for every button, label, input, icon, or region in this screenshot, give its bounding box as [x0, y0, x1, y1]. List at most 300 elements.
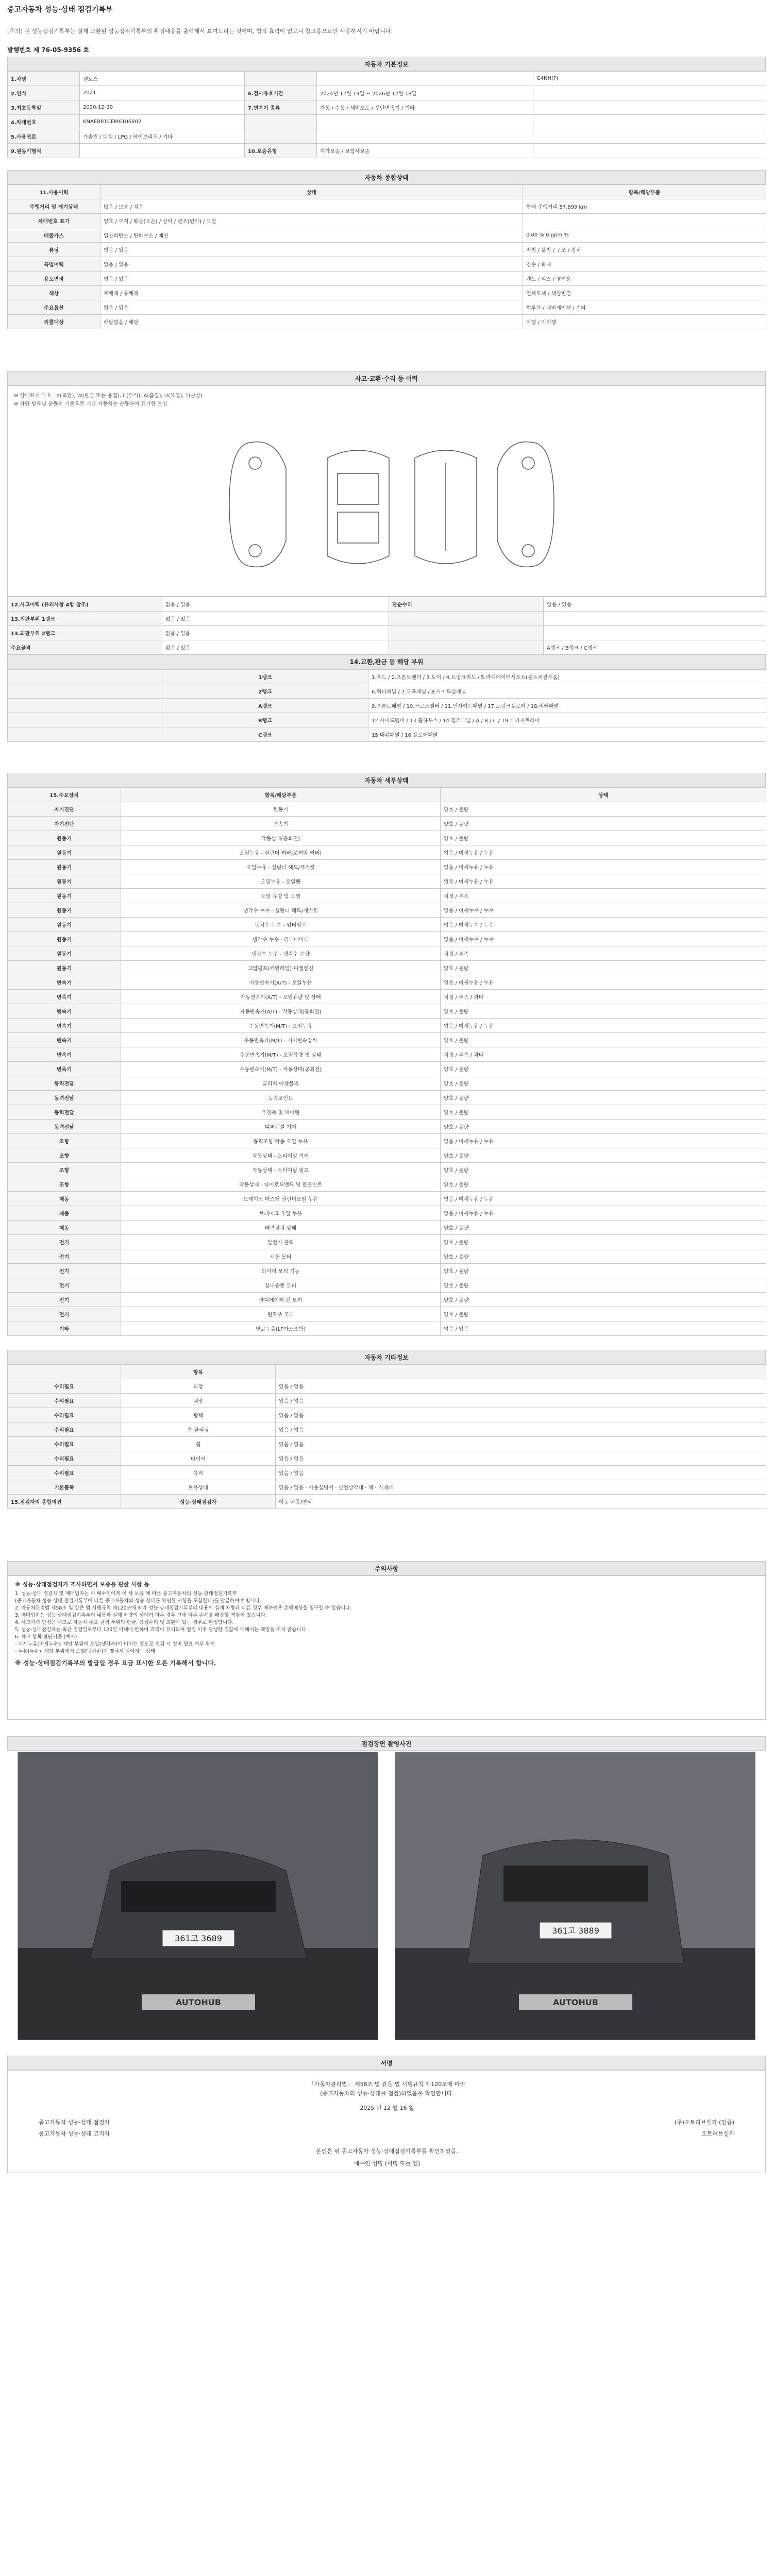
sign-section: [7, 2056, 766, 2070]
state-value: 양호 / 불량: [441, 1004, 766, 1019]
detail-row: [8, 1091, 766, 1105]
parts-items: 12.사이드멤버 / 13.휠하우스 / 14.필러패널 / A / B / C / 19.패키지트레이: [368, 713, 766, 727]
part-label: 작동상태(공회전): [121, 831, 441, 845]
accident-row: [8, 640, 766, 655]
item-state: 있음 / 없음: [276, 1451, 766, 1466]
group-label: 수리필요: [8, 1422, 121, 1437]
state-value: 없음 / 미세누유 / 누유: [441, 975, 766, 990]
basic-info-table: [7, 71, 766, 158]
detail-row: [8, 932, 766, 946]
overall-row: [8, 199, 766, 214]
legend-line: ※ 하단 항목별 순동의 기준으로 기타 자동차는 순동하여 표기한 보임: [14, 401, 167, 407]
caution-line: 4. 사고이력 인정은 사고로 자동차 주요 골격 부위의 판금, 용접수리 및 교환이 있는 경우로 한정합니다.: [15, 1620, 234, 1625]
item-label: [389, 640, 544, 655]
sign-line-2: (중고자동차의 성능·상태를 점검)하였음을 확인합니다.: [320, 2090, 454, 2097]
item-state: [544, 626, 766, 640]
field-value: 가솔린 / 디젤 / LPG / 하이브리드 / 기타: [80, 129, 245, 144]
field-label: 10.보증유형: [245, 144, 317, 158]
other-row: [8, 1451, 766, 1466]
caution-line: - 누유(누수): 해당 부위에서 오일(냉각수)이 맺혀서 떨어지는 상태: [15, 1649, 156, 1654]
state-value: 적정 / 부족: [441, 946, 766, 961]
confirm-text: 본인은 위 중고자동차 성능·상태점검기록부를 확인하였음.: [315, 2148, 458, 2155]
detail-row: [8, 1062, 766, 1076]
part-label: 발전기 출력: [121, 1235, 441, 1249]
field-value: [533, 86, 766, 100]
rank-label: B랭크: [162, 713, 368, 727]
item-extra: 침수 / 화재: [523, 257, 766, 272]
state-value: 적정 / 부족 / 과다: [441, 1047, 766, 1062]
state-value: 없음 / 미세누수 / 누수: [441, 918, 766, 932]
detail-header-row: [8, 788, 766, 802]
detail-row: [8, 1177, 766, 1192]
detail-row: [8, 802, 766, 817]
caution-line: 5. 성능·상태점검자는 최근 점검일로부터 120일 이내에 한하여 효력이 유지되며 점검 이후 발생한 결함에 대해서는 책임을 지지 않습니다.: [15, 1627, 308, 1633]
basic-row: [8, 86, 766, 100]
other-row: [8, 1422, 766, 1437]
detail-section: [7, 773, 766, 1336]
detail-table: [7, 787, 766, 1336]
part-label: 냉각수 누수 - 실린더 헤드/개스킷: [121, 903, 441, 918]
legend-line: ※ 상태표시 부호 : X(교환), W(판금 또는 용접), C(부식), A(흠집), U(요철), T(손상): [14, 393, 203, 399]
item-label: 보유상태: [121, 1480, 276, 1495]
field-label: [245, 129, 317, 144]
part-label: 자동변속기(A/T) - 오일유량 및 상태: [121, 990, 441, 1004]
detail-row: [8, 1221, 766, 1235]
section-title: 점검장면 촬영사진: [7, 1736, 766, 1751]
section-title: 자동차 세부상태: [7, 773, 766, 787]
detail-row: [8, 1163, 766, 1177]
part-label: 고압펌프(커먼레일)-디젤엔진: [121, 961, 441, 975]
item-state: 많음 / 보통 / 적음: [100, 199, 523, 214]
field-value: [317, 115, 533, 129]
parts-row: [8, 713, 766, 727]
opinion-row: [8, 1495, 766, 1509]
parts-items: 15.대쉬패널 / 16.플로어패널: [368, 727, 766, 742]
section-title: 서명: [7, 2056, 766, 2070]
state-value: 없음 / 미세누유 / 누유: [441, 1192, 766, 1206]
item-state: A랭크 / B랭크 / C랭크: [544, 640, 766, 655]
state-value: 양호 / 불량: [441, 1105, 766, 1120]
state-value: 없음 / 미세누유 / 누유: [441, 874, 766, 889]
rear-car-illustration: [395, 1752, 755, 2040]
other-section: [7, 1350, 766, 1509]
device-label: 원동기: [8, 889, 121, 903]
device-label: 전기: [8, 1307, 121, 1321]
inspector-label: 중고자동차 성능·상태 점검자: [39, 2119, 110, 2126]
detail-row: [8, 1120, 766, 1134]
caution-box: [7, 1575, 766, 1720]
car-diagram: [7, 385, 766, 597]
device-label: 변속기: [8, 975, 121, 990]
item-label: [389, 626, 544, 640]
item-state: 없음 / 있음: [100, 243, 523, 257]
detail-row: [8, 1033, 766, 1047]
part-label: 시동 모터: [121, 1249, 441, 1264]
detail-row: [8, 1249, 766, 1264]
other-row: [8, 1379, 766, 1394]
item-label: 타이어: [121, 1451, 276, 1466]
sign-date: 2025 년 12 월 16 일: [360, 2105, 414, 2111]
state-value: 없음 / 미세누수 / 누수: [441, 932, 766, 946]
device-label: 동력전달: [8, 1091, 121, 1105]
detail-row: [8, 1019, 766, 1033]
device-label: 전기: [8, 1235, 121, 1249]
state-value: 없음 / 미세누유 / 누유: [441, 1134, 766, 1148]
group-label: 수리필요: [8, 1451, 121, 1466]
basic-row: [8, 129, 766, 144]
car-outline-svg: [8, 386, 766, 597]
state-value: 양호 / 불량: [441, 1235, 766, 1249]
basic-row: [8, 115, 766, 129]
rear-photo: [395, 1752, 755, 2040]
part-label: 수동변속기(M/T) - 작동상태(공회전): [121, 1062, 441, 1076]
part-label: 수동변속기(M/T) - 오일누유: [121, 1019, 441, 1033]
part-label: 변속기: [121, 817, 441, 831]
field-label: [245, 72, 317, 86]
item-label: 주요골격: [8, 640, 162, 655]
device-label: 원동기: [8, 961, 121, 975]
parts-group: [8, 670, 162, 684]
state-value: 양호 / 불량: [441, 1264, 766, 1278]
detail-row: [8, 817, 766, 831]
device-label: 원동기: [8, 946, 121, 961]
item-label: 리콜대상: [8, 315, 100, 329]
column-header: 상태: [441, 788, 766, 802]
state-value: 없음 / 미세누유 / 누유: [441, 1019, 766, 1033]
item-state: 없음 / 있음: [100, 300, 523, 315]
inspector-value: (주)오토허브셀카 (인증): [674, 2119, 734, 2126]
state-value: 양호 / 불량: [441, 961, 766, 975]
column-header: 상태: [100, 185, 523, 199]
detail-row: [8, 961, 766, 975]
device-label: 전기: [8, 1278, 121, 1293]
state-value: 양호 / 불량: [441, 1221, 766, 1235]
rear-plate-text: 361고 3889: [552, 1926, 599, 1936]
part-label: 오일누유 - 오일팬: [121, 874, 441, 889]
notice-label: 중고자동차 성능·상태 고지자: [39, 2130, 110, 2137]
item-label: 룸 클리닝: [121, 1422, 276, 1437]
caution-line: 2. 자동차관리법 제58조 및 같은 법 시행규칙 제120조에 따라 성능·상태점검기록부의 내용이 실제 차량과 다른 경우 매수인은 손해배상을 청구할 수 있습니다.: [15, 1605, 352, 1611]
item-state: 없음 / 있음: [162, 597, 389, 612]
rank-label: 2랭크: [162, 684, 368, 699]
detail-row: [8, 1047, 766, 1062]
state-value: 없음 / 있음: [441, 1321, 766, 1336]
device-label: 조향: [8, 1134, 121, 1148]
part-label: 연료누출(LP가스포함): [121, 1321, 441, 1336]
detail-row: [8, 903, 766, 918]
detail-row: [8, 874, 766, 889]
item-extra: 적법 / 불법 / 구조 / 장치: [523, 243, 766, 257]
field-label: 7.변속기 종류: [245, 100, 317, 115]
device-label: 제동: [8, 1192, 121, 1206]
part-label: 오일 유량 및 오염: [121, 889, 441, 903]
column-header: 11.사용이력: [8, 185, 100, 199]
opinion-label: 15.점검자의 종합의견: [8, 1495, 121, 1509]
basic-row: [8, 144, 766, 158]
item-label: [389, 612, 544, 626]
item-state: 일산화탄소 / 탄화수소 / 매연: [100, 228, 523, 243]
device-label: 원동기: [8, 874, 121, 889]
detail-row: [8, 845, 766, 860]
detail-row: [8, 1307, 766, 1321]
accident-section: [7, 371, 766, 385]
state-value: 없음 / 미세누유 / 누유: [441, 845, 766, 860]
device-label: 원동기: [8, 845, 121, 860]
overall-row: [8, 214, 766, 228]
field-value: [80, 144, 245, 158]
parts-row: [8, 670, 766, 684]
field-label: 2.연식: [8, 86, 80, 100]
item-state: 있음 / 없음: [276, 1394, 766, 1408]
state-value: 양호 / 불량: [441, 1249, 766, 1264]
item-state: 있음 / 없음: [276, 1408, 766, 1422]
field-value: 자동 / 수동 / 세미오토 / 무단변속기 / 기타: [317, 100, 533, 115]
column-header: 항목/해당부품: [523, 185, 766, 199]
state-value: 양호 / 불량: [441, 1148, 766, 1163]
device-label: 동력전달: [8, 1120, 121, 1134]
field-label: 1.차명: [8, 72, 80, 86]
other-row: [8, 1480, 766, 1495]
column-header: [8, 1365, 121, 1379]
device-label: 원동기: [8, 918, 121, 932]
part-label: 클러치 어셈블리: [121, 1076, 441, 1091]
part-label: 디퍼렌셜 기어: [121, 1120, 441, 1134]
caution-head: ※ 성능·상태점검자가 조사하면서 보증을 관한 사항 등: [15, 1581, 149, 1588]
car-bottom-view: [415, 450, 477, 564]
item-state: 있음 / 없음: [276, 1379, 766, 1394]
parts-group: [8, 699, 162, 713]
detail-row: [8, 975, 766, 990]
item-state: [544, 612, 766, 626]
front-photo: [18, 1752, 378, 2040]
item-state: 해당없음 / 해당: [100, 315, 523, 329]
column-header: 15.주요장치: [8, 788, 121, 802]
state-value: 없음 / 미세누유 / 누유: [441, 1206, 766, 1221]
state-value: 없음 / 미세누수 / 누수: [441, 903, 766, 918]
front-car-illustration: [18, 1752, 378, 2040]
overall-row: [8, 286, 766, 300]
state-value: 양호 / 불량: [441, 1091, 766, 1105]
opinion-sub-label: 성능·상태점검자: [121, 1495, 276, 1509]
detail-row: [8, 1235, 766, 1249]
state-value: 양호 / 불량: [441, 1033, 766, 1047]
field-value: G4NH(?): [533, 72, 766, 86]
certificate-number: 발행번호 제 76-05-9356 호: [7, 46, 89, 54]
overall-row: [8, 272, 766, 286]
column-header: 항목: [121, 1365, 276, 1379]
state-value: 적정 / 부족: [441, 889, 766, 903]
other-row: [8, 1437, 766, 1451]
section-title: 자동차 기타정보: [7, 1350, 766, 1364]
part-label: 원동기: [121, 802, 441, 817]
basic-info-section: [7, 57, 766, 158]
field-value: [533, 129, 766, 144]
device-label: 조향: [8, 1148, 121, 1163]
device-label: 원동기: [8, 831, 121, 845]
device-label: 변속기: [8, 1004, 121, 1019]
caution-foot: ※ 성능·상태점검기록부의 발급일 경우 요금 표시한 오른 기록해서 합니다.: [15, 1659, 216, 1667]
part-label: 동력조향 작동 오일 누유: [121, 1134, 441, 1148]
diagram-legend: [14, 392, 203, 409]
item-state: 있음 / 없음: [276, 1437, 766, 1451]
parts-group: [8, 684, 162, 699]
state-value: 양호 / 불량: [441, 802, 766, 817]
state-value: 양호 / 불량: [441, 1163, 766, 1177]
field-value: 2020-12-30: [80, 100, 245, 115]
parts-title: 14.교환,판금 등 해당 부위: [7, 655, 766, 669]
device-label: 변속기: [8, 1047, 121, 1062]
device-label: 원동기: [8, 860, 121, 874]
item-label: 단순수리: [389, 597, 544, 612]
item-state: 없음 / 있음: [162, 612, 389, 626]
item-label: 특별이력: [8, 257, 100, 272]
basic-row: [8, 100, 766, 115]
part-label: 작동상태 - 타이로드엔드 및 볼조인트: [121, 1177, 441, 1192]
part-label: 라디에이터 팬 모터: [121, 1293, 441, 1307]
caution-lines: [15, 1590, 758, 1655]
detail-row: [8, 1192, 766, 1206]
field-label: 4.차대번호: [8, 115, 80, 129]
doc-title: 중고자동차 성능·상태 점검기록부: [7, 6, 113, 14]
rank-label: C랭크: [162, 727, 368, 742]
part-label: 오일누유 - 실린더 커버(로커암 커버): [121, 845, 441, 860]
detail-row: [8, 990, 766, 1004]
item-state: 없음 / 있음: [100, 257, 523, 272]
section-title: 자동차 기본정보: [7, 57, 766, 71]
detail-row: [8, 1278, 766, 1293]
part-label: 자동변속기(A/T) - 작동상태(공회전): [121, 1004, 441, 1019]
device-label: 전기: [8, 1293, 121, 1307]
item-extra: [523, 214, 766, 228]
caution-line: 3. 매매업자는 성능·상태점검기록부의 내용과 실제 차량의 상태가 다른 경우 그에 따른 손해를 배상할 책임이 있습니다.: [15, 1613, 267, 1618]
state-value: 양호 / 불량: [441, 831, 766, 845]
field-value: 셀토스: [80, 72, 245, 86]
detail-row: [8, 1321, 766, 1336]
device-label: 원동기: [8, 932, 121, 946]
part-label: 냉각수 누수 - 냉각수 수량: [121, 946, 441, 961]
parts-items: 9.프론트패널 / 10.크로스멤버 / 11.인사이드패널 / 17.트렁크플로어 / 18.리어패널: [368, 699, 766, 713]
part-label: 수동변속기(M/T) - 오일유량 및 상태: [121, 1047, 441, 1062]
detail-row: [8, 1148, 766, 1163]
state-value: 양호 / 불량: [441, 1278, 766, 1293]
field-value: [533, 115, 766, 129]
rear-brand-text: AUTOHUB: [553, 1997, 598, 2007]
device-label: 전기: [8, 1249, 121, 1264]
accident-table-wrap: [7, 597, 766, 742]
item-extra: 현재 주행거리 57,899 km: [523, 199, 766, 214]
part-label: 브레이크 오일 누유: [121, 1206, 441, 1221]
field-value: KNAER81CEM6106802: [80, 115, 245, 129]
overall-section: [7, 170, 766, 329]
field-label: 6.검사유효기간: [245, 86, 317, 100]
group-label: 기본품목: [8, 1480, 121, 1495]
device-label: 동력전달: [8, 1076, 121, 1091]
part-label: 배력장치 상태: [121, 1221, 441, 1235]
device-label: 제동: [8, 1206, 121, 1221]
caution-section: [7, 1561, 766, 1575]
caution-line: - 미세누유(미세누수): 해당 부위에 오일(냉각수)이 비치는 정도로 점검 시 정비 필요 여부 확인: [15, 1641, 215, 1647]
state-value: 양호 / 불량: [441, 1177, 766, 1192]
accident-table: [7, 597, 766, 655]
item-state: 무채색 / 유채색: [100, 286, 523, 300]
field-value: 자가보증 / 보험사보증: [317, 144, 533, 158]
item-label: 13.외판부위 2랭크: [8, 626, 162, 640]
item-state: 있음 / 없음: [276, 1466, 766, 1480]
other-header-row: [8, 1365, 766, 1379]
rank-label: A랭크: [162, 699, 368, 713]
item-label: 배출가스: [8, 228, 100, 243]
device-label: 기타: [8, 1321, 121, 1336]
part-label: 등속조인트: [121, 1091, 441, 1105]
field-value: [317, 129, 533, 144]
field-value: [533, 100, 766, 115]
group-label: 수리필요: [8, 1394, 121, 1408]
part-label: 와이퍼 모터 기능: [121, 1264, 441, 1278]
part-label: 작동상태 - 스티어링 펌프: [121, 1163, 441, 1177]
item-state: 없음 / 있음: [162, 640, 389, 655]
part-label: 수동변속기(M/T) - 기어변속장치: [121, 1033, 441, 1047]
part-label: 브레이크 마스터 실린더오일 누유: [121, 1192, 441, 1206]
detail-row: [8, 831, 766, 845]
group-label: 수리필요: [8, 1408, 121, 1422]
item-label: 12.사고이력 (유의사항 4항 참조): [8, 597, 162, 612]
other-row: [8, 1408, 766, 1422]
car-left-view: [229, 442, 286, 567]
item-label: 광택: [121, 1408, 276, 1422]
part-label: 추진축 및 베어링: [121, 1105, 441, 1120]
section-title: 자동차 종합상태: [7, 170, 766, 184]
accident-row: [8, 626, 766, 640]
accident-row: [8, 612, 766, 626]
section-title: 사고·교환·수리 등 이력: [7, 371, 766, 385]
device-label: 자기진단: [8, 802, 121, 817]
column-header: 항목/해당부품: [121, 788, 441, 802]
item-label: 주요옵션: [8, 300, 100, 315]
intro-notice: [주의] 본 성능점검기록부는 실제 교환된 성능점검기록부의 확정내용을 출력해서 보여드리는 것이며, 법적 효력이 없으니 참고용으로만 사용하시기 바랍니다.: [7, 28, 393, 35]
state-value: 양호 / 불량: [441, 817, 766, 831]
parts-row: [8, 699, 766, 713]
detail-row: [8, 860, 766, 874]
state-value: 양호 / 불량: [441, 1293, 766, 1307]
overall-row: [8, 300, 766, 315]
group-label: 수리필요: [8, 1466, 121, 1480]
state-value: 양호 / 불량: [441, 1062, 766, 1076]
detail-row: [8, 1134, 766, 1148]
detail-row: [8, 1004, 766, 1019]
detail-row: [8, 946, 766, 961]
group-label: 수리필요: [8, 1437, 121, 1451]
field-value: [317, 72, 533, 86]
item-extra: 이행 / 미이행: [523, 315, 766, 329]
sign-box: [7, 2070, 766, 2173]
photo-section: [7, 1736, 766, 1751]
item-state: 양호 / 부식 / 훼손(오손) / 상이 / 변조(변타) / 도말: [100, 214, 523, 228]
caution-line: (중고자동차 성능 상태 점검기록부에 다른 중고자동차의 성능 상태를 확인한 사항을 포함한다)를 발급하여야 합니다.: [15, 1598, 261, 1604]
notice-value: 오토허브셀카: [701, 2130, 734, 2137]
part-label: 오일누유 - 실린더 헤드/개스킷: [121, 860, 441, 874]
field-value: 2024년 12월 19일 ~ 2026년 12월 18일: [317, 86, 533, 100]
detail-row: [8, 1105, 766, 1120]
item-label: 휠: [121, 1437, 276, 1451]
caution-line: 6. 체크 항목 판단기준 (예시): [15, 1634, 77, 1640]
rank-label: 1랭크: [162, 670, 368, 684]
device-label: 조향: [8, 1163, 121, 1177]
parts-items: 1.후드 / 2.프론트펜더 / 3.도어 / 4.트렁크리드 / 5.라디에이터서포트(볼트체결부품): [368, 670, 766, 684]
device-label: 원동기: [8, 903, 121, 918]
basic-row: [8, 72, 766, 86]
field-label: [245, 115, 317, 129]
caution-line: 1. 성능·상태 점검자 및 매매업자는 이 매수인에게 이 사 보증 에 따른 중고자동차의 성능·상태점검기록부: [15, 1591, 237, 1597]
